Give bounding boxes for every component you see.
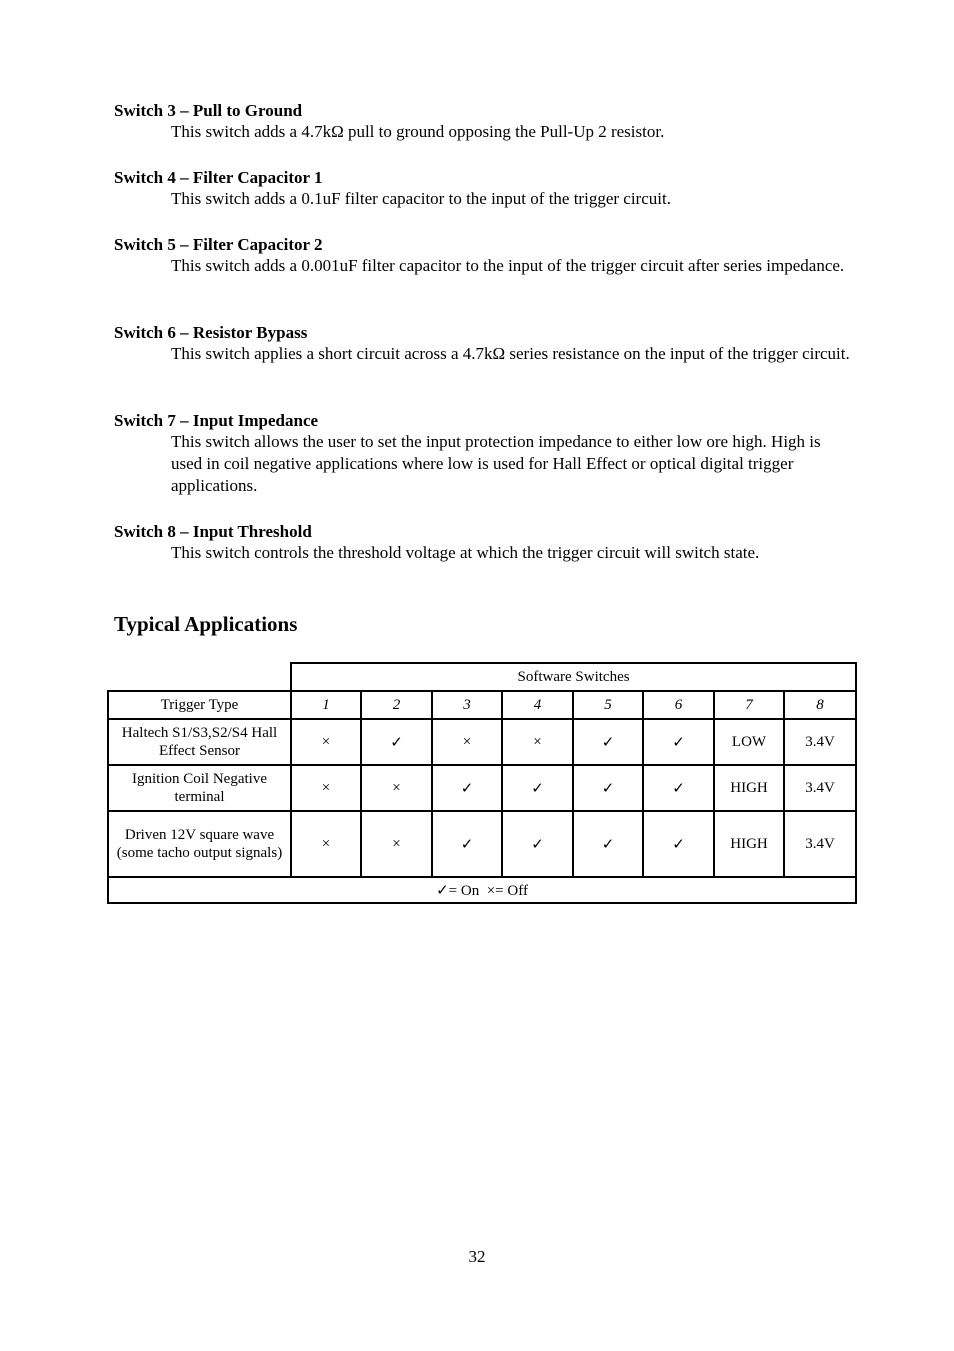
- switch-state-cell: ✓: [361, 719, 432, 765]
- switch-8-block: [114, 521, 854, 564]
- switch-5-title: Switch 5 – Filter Capacitor 2: [114, 235, 323, 254]
- legend-cell: ✓= On ×= Off: [108, 877, 856, 903]
- switch-col-header: 2: [361, 691, 432, 719]
- switch-state-cell: ✓: [643, 765, 714, 811]
- threshold-cell: 3.4V: [784, 811, 856, 877]
- switch-4-block: [114, 167, 854, 210]
- switch-col-header: 4: [502, 691, 573, 719]
- switch-4-title: Switch 4 – Filter Capacitor 1: [114, 168, 323, 187]
- switch-state-cell: ×: [291, 765, 361, 811]
- switch-state-cell: ×: [502, 719, 573, 765]
- table-row: [108, 765, 856, 811]
- threshold-cell: 3.4V: [784, 719, 856, 765]
- switch-3-description: This switch adds a 4.7kΩ pull to ground opposing the Pull-Up 2 resistor.: [171, 122, 665, 141]
- switch-7-description: This switch allows the user to set the input protection impedance to either low ore high. High is used in coil negative applications where low is used for Hall Effect or optical digital trigger applications.: [171, 432, 821, 495]
- switch-state-cell: ✓: [573, 719, 643, 765]
- trigger-type-cell: Driven 12V square wave (some tacho output signals): [108, 811, 291, 877]
- typical-applications-table: [107, 662, 857, 904]
- switch-state-cell: ×: [291, 719, 361, 765]
- switch-state-cell: ✓: [573, 765, 643, 811]
- switch-3-title: Switch 3 – Pull to Ground: [114, 101, 303, 120]
- software-switches-header: Software Switches: [291, 663, 856, 691]
- switch-6-description: This switch applies a short circuit across a 4.7kΩ series resistance on the input of the trigger circuit.: [171, 344, 850, 363]
- switch-state-cell: ×: [361, 765, 432, 811]
- switch-col-header: 1: [291, 691, 361, 719]
- switch-7-block: [114, 410, 854, 497]
- table-row: [108, 811, 856, 877]
- switch-4-description: This switch adds a 0.1uF filter capacitor to the input of the trigger circuit.: [171, 189, 671, 208]
- switch-state-cell: ✓: [502, 811, 573, 877]
- switch-3-block: [114, 100, 854, 143]
- switch-state-cell: ✓: [432, 811, 502, 877]
- switch-col-header: 3: [432, 691, 502, 719]
- switch-5-description: This switch adds a 0.001uF filter capacitor to the input of the trigger circuit after series impedance.: [171, 256, 845, 275]
- switch-state-cell: ✓: [643, 811, 714, 877]
- switch-6-title: Switch 6 – Resistor Bypass: [114, 323, 308, 342]
- impedance-cell: HIGH: [714, 811, 784, 877]
- switch-8-description: This switch controls the threshold voltage at which the trigger circuit will switch state.: [171, 543, 760, 562]
- switch-col-header: 7: [714, 691, 784, 719]
- switch-state-cell: ✓: [643, 719, 714, 765]
- switch-state-cell: ✓: [573, 811, 643, 877]
- switch-6-block: [114, 322, 854, 365]
- switch-7-title: Switch 7 – Input Impedance: [114, 411, 319, 430]
- section-title: Typical Applications: [114, 612, 298, 636]
- switch-col-header: 8: [784, 691, 856, 719]
- threshold-cell: 3.4V: [784, 765, 856, 811]
- trigger-type-cell: Haltech S1/S3,S2/S4 Hall Effect Sensor: [108, 719, 291, 765]
- switch-state-cell: ×: [291, 811, 361, 877]
- table-row: [108, 719, 856, 765]
- table-corner-blank: [108, 663, 291, 691]
- trigger-type-header: Trigger Type: [108, 691, 291, 719]
- page-number: 32: [468, 1247, 486, 1266]
- impedance-cell: LOW: [714, 719, 784, 765]
- switch-state-cell: ✓: [432, 765, 502, 811]
- switch-state-cell: ✓: [502, 765, 573, 811]
- switch-col-header: 5: [573, 691, 643, 719]
- impedance-cell: HIGH: [714, 765, 784, 811]
- switch-state-cell: ×: [361, 811, 432, 877]
- switch-state-cell: ×: [432, 719, 502, 765]
- trigger-type-cell: Ignition Coil Negative terminal: [108, 765, 291, 811]
- switch-8-title: Switch 8 – Input Threshold: [114, 522, 312, 541]
- switch-5-block: [114, 234, 854, 277]
- switch-col-header: 6: [643, 691, 714, 719]
